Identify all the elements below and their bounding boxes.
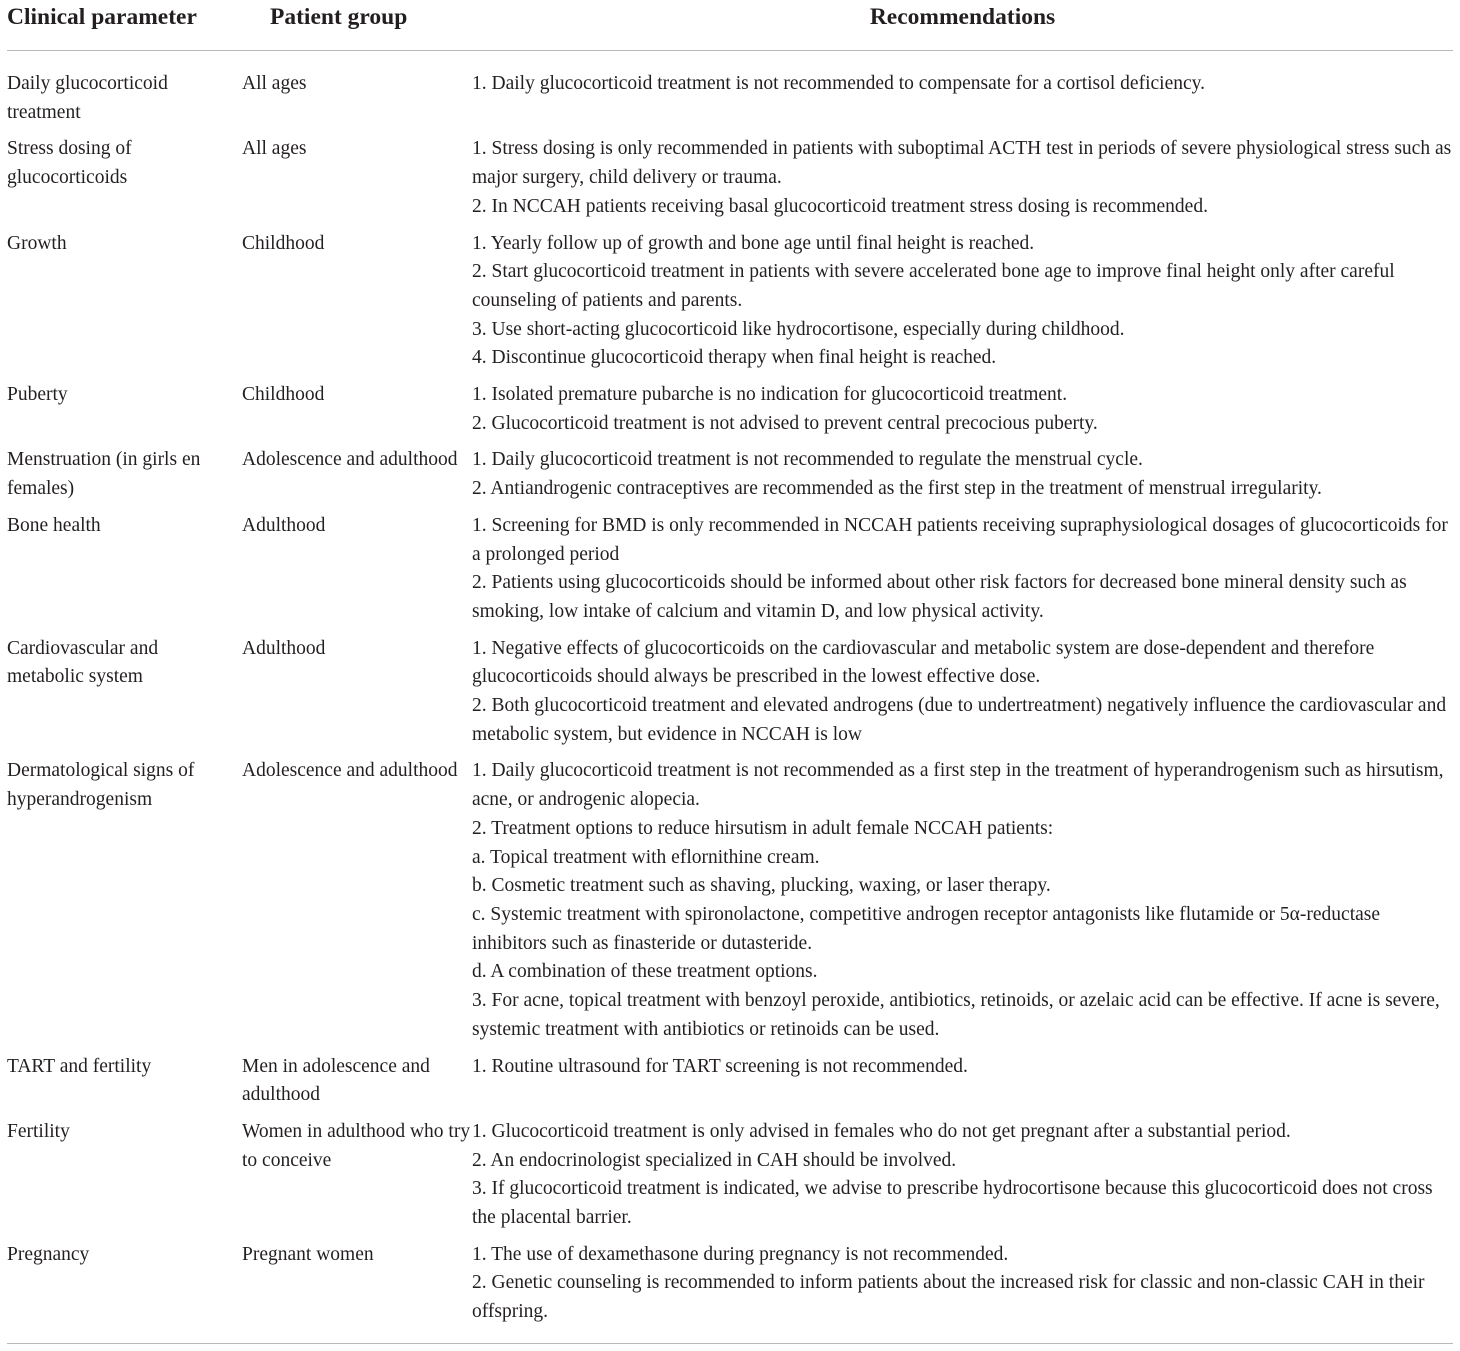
recommendations-cell [472,1241,1453,1344]
recommendation-item: 2. Treatment options to reduce hirsutism in adult female NCCAH patients: [472,817,1054,839]
patient-group-cell: Adulthood [242,637,326,659]
patient-group-cell: All ages [242,73,307,94]
recommendations-cell [472,446,1453,511]
table-body [7,51,1453,1344]
patient-group-cell: Childhood [242,232,325,254]
table-row [7,135,1453,229]
clinical-parameter-cell: Daily glucocorticoid treatment [7,73,168,123]
header-recommendations: Recommendations [472,0,1453,51]
clinical-parameter-cell: Bone health [7,514,101,536]
patient-group-cell: Adolescence and adulthood [242,449,458,471]
recommendations-cell [472,135,1453,229]
patient-group-cell: Men in adolescence and adulthood [242,1055,430,1106]
recommendation-item: 1. Negative effects of glucocorticoids on the cardiovascular and metabolic system are dose-dependent and therefore glucocorticoids should always be prescribed in the lowest effective dose. [472,637,1375,688]
clinical-parameter-cell: Pregnancy [7,1241,242,1344]
recommendations-cell [472,1118,1453,1241]
patient-group-cell: All ages [242,138,307,160]
table-row [7,635,1453,758]
patient-group-cell: Childhood [242,384,325,406]
recommendations-cell [472,1053,1453,1118]
table-row [7,757,1453,1052]
table-row [7,381,1453,446]
table-row [7,230,1453,382]
patient-group-cell: Pregnant women [242,1241,472,1344]
clinical-parameter-cell: Puberty [7,384,68,406]
recommendation-item: d. A combination of these treatment options. [472,961,818,983]
recommendation-item: 4. Discontinue glucocorticoid therapy when final height is reached. [472,347,997,369]
recommendation-item: 3. For acne, topical treatment with benzoyl peroxide, antibiotics, retinoids, or azelaic acid can be effective. If acne is severe, systemic treatment with antibiotics or retinoids can be used. [472,990,1440,1040]
recommendation-item: 2. Glucocorticoid treatment is not advised to prevent central precocious puberty. [472,412,1098,434]
clinical-parameter-cell: Menstruation (in girls en females) [7,449,201,500]
recommendation-item: 2. Genetic counseling is recommended to inform patients about the increased risk for classic and non-classic CAH in their offspring. [472,1272,1425,1323]
clinical-parameter-cell: Fertility [7,1120,70,1142]
recommendation-item: 2. Start glucocorticoid treatment in patients with severe accelerated bone age to improve final height only after careful counseling of patients and parents. [472,261,1395,311]
recommendation-item: 2. Antiandrogenic contraceptives are recommended as the first step in the treatment of menstrual irregularity. [472,478,1322,500]
clinical-parameter-cell: Dermatological signs of hyperandrogenism [7,760,195,811]
table-row [7,446,1453,511]
recommendation-item: 2. An endocrinologist specialized in CAH should be involved. [472,1149,957,1171]
recommendation-item: 1. The use of dexamethasone during pregnancy is not recommended. [472,1243,1009,1265]
patient-group-cell: Women in adulthood who try to conceive [242,1120,471,1171]
recommendations-cell [472,512,1453,635]
recommendation-item: 1. Glucocorticoid treatment is only advised in females who do not get pregnant after a substantial period. [472,1120,1291,1142]
recommendations-cell [472,381,1453,446]
recommendations-table [7,0,1453,1344]
recommendation-item: a. Topical treatment with eflornithine cream. [472,846,820,868]
patient-group-cell: Adulthood [242,514,326,536]
header-patient-group: Patient group [242,0,472,51]
recommendation-item: 1. Isolated premature pubarche is no indication for glucocorticoid treatment. [472,384,1068,406]
recommendation-item: 1. Daily glucocorticoid treatment is not recommended to regulate the menstrual cycle. [472,449,1143,471]
recommendations-cell [472,51,1453,136]
recommendations-table-container [7,0,1459,1344]
table-header [7,0,1453,51]
recommendation-item: 2. Patients using glucocorticoids should be informed about other risk factors for decreased bone mineral density such as smoking, low intake of calcium and vitamin D, and low physical activity. [472,572,1407,622]
recommendation-item: 1. Daily glucocorticoid treatment is not recommended as a first step in the treatment of hyperandrogenism such as hirsutism, acne, or androgenic alopecia. [472,760,1444,811]
patient-group-cell: Adolescence and adulthood [242,760,458,782]
recommendation-item: 1. Screening for BMD is only recommended in NCCAH patients receiving supraphysiological dosages of glucocorticoids for a prolonged period [472,514,1448,565]
clinical-parameter-cell: Growth [7,232,67,254]
recommendation-item: 3. Use short-acting glucocorticoid like hydrocortisone, especially during childhood. [472,318,1125,340]
clinical-parameter-cell: Stress dosing of glucocorticoids [7,138,132,189]
clinical-parameter-cell: TART and fertility [7,1055,152,1077]
table-row [7,512,1453,635]
recommendation-item: c. Systemic treatment with spironolactone, competitive androgen receptor antagonists like flutamide or 5α-reductase inhibitors such as finasteride or dutasteride. [472,903,1381,954]
clinical-parameter-cell: Cardiovascular and metabolic system [7,637,159,688]
table-row [7,1118,1453,1241]
recommendation-item: 1. Stress dosing is only recommended in patients with suboptimal ACTH test in periods of severe physiological stress such as major surgery, child delivery or trauma. [472,138,1452,189]
recommendation-item: 2. Both glucocorticoid treatment and elevated androgens (due to undertreatment) negatively influence the cardiovascular and metabolic system, but evidence in NCCAH is low [472,695,1447,745]
recommendation-item: 3. If glucocorticoid treatment is indicated, we advise to prescribe hydrocortisone because this glucocorticoid does not cross the placental barrier. [472,1178,1433,1229]
recommendation-item: 1. Routine ultrasound for TART screening is not recommended. [472,1055,968,1077]
table-row [7,51,1453,136]
table-row [7,1053,1453,1118]
recommendations-cell [472,757,1453,1052]
recommendation-item: 1. Daily glucocorticoid treatment is not recommended to compensate for a cortisol deficiency. [472,73,1205,94]
table-row [7,1241,1453,1344]
recommendation-item: 2. In NCCAH patients receiving basal glucocorticoid treatment stress dosing is recommended. [472,195,1208,217]
recommendations-cell [472,230,1453,382]
header-row [7,0,1453,51]
recommendation-item: 1. Yearly follow up of growth and bone age until final height is reached. [472,232,1035,254]
header-clinical-parameter: Clinical parameter [7,0,242,51]
recommendation-item: b. Cosmetic treatment such as shaving, plucking, waxing, or laser therapy. [472,875,1051,897]
recommendations-cell [472,635,1453,758]
